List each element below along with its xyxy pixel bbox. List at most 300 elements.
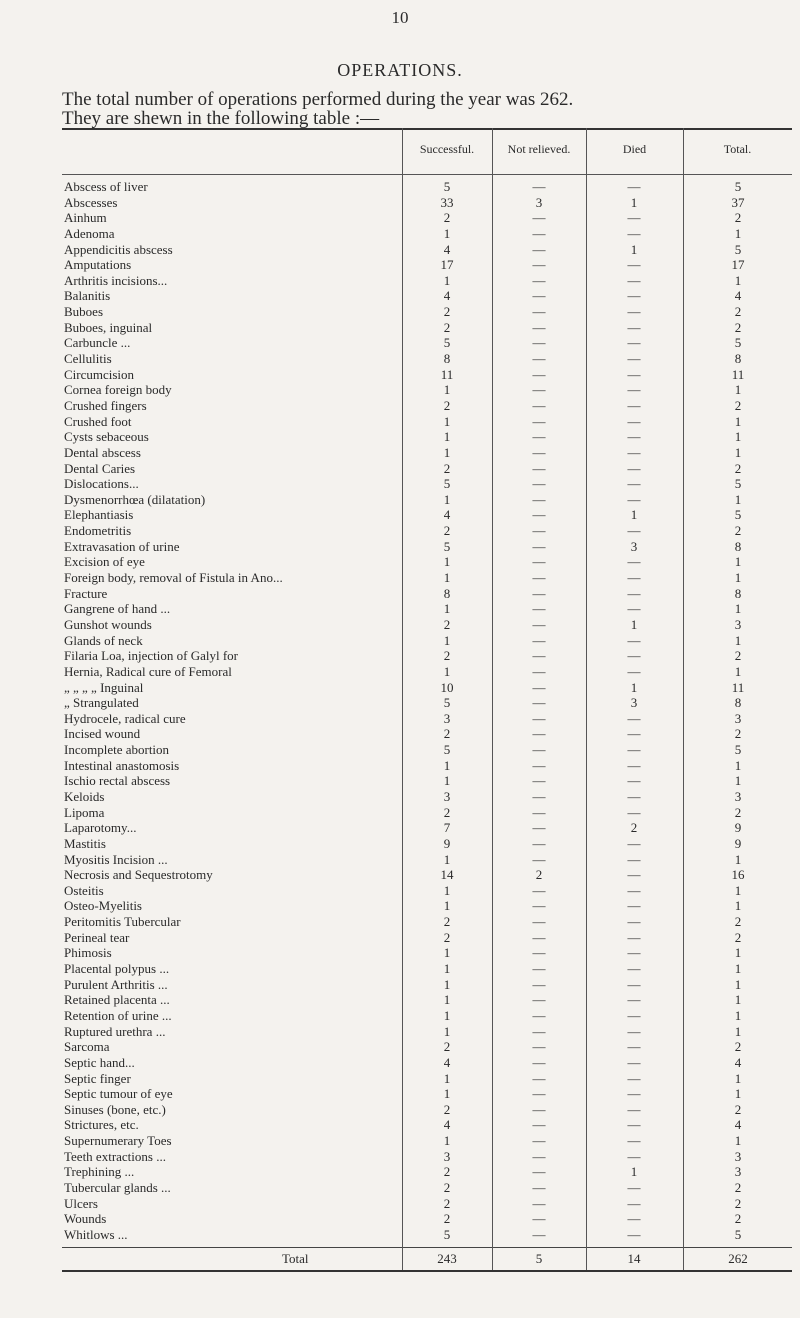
cell-not-relieved: — xyxy=(532,351,546,367)
cell-not-relieved: — xyxy=(532,1180,546,1195)
cell-total: 5 xyxy=(734,335,742,351)
cell-successful: 1 xyxy=(443,663,451,679)
cell-total: 4 xyxy=(734,1117,742,1133)
page-number: 10 xyxy=(391,8,409,27)
cell-total: 11 xyxy=(731,679,745,695)
cell-successful: 2 xyxy=(443,929,451,945)
cell-successful: 8 xyxy=(443,351,451,367)
cell-successful: 1 xyxy=(443,1133,451,1149)
cell-total: 5 xyxy=(734,179,742,194)
cell-died: — xyxy=(627,867,641,883)
cell-died: — xyxy=(627,570,641,586)
cell-not-relieved: — xyxy=(532,1211,546,1227)
cell-total: 1 xyxy=(734,1007,742,1023)
row-operation-name: Septic tumour of eye xyxy=(64,1086,173,1102)
cell-total: 3 xyxy=(734,616,742,632)
cell-successful: 4 xyxy=(443,241,451,257)
cell-died: — xyxy=(627,742,641,758)
cell-not-relieved: — xyxy=(532,757,546,773)
cell-total: 1 xyxy=(734,773,742,789)
cell-died: — xyxy=(627,1039,641,1055)
cell-died: — xyxy=(627,366,641,382)
cell-died: — xyxy=(627,898,641,914)
cell-successful: 1 xyxy=(443,851,451,867)
row-operation-name: Sinuses (bone, etc.) xyxy=(64,1101,166,1117)
cell-not-relieved: — xyxy=(532,570,546,586)
cell-died: — xyxy=(627,460,641,476)
row-operation-name: Intestinal anastomosis xyxy=(64,757,180,773)
row-operation-name: „ Strangulated xyxy=(64,695,139,711)
cell-not-relieved: — xyxy=(532,225,546,241)
cell-total: 11 xyxy=(731,366,745,382)
cell-total: 2 xyxy=(734,1211,742,1227)
cell-total: 1 xyxy=(734,1023,742,1039)
cell-total: 1 xyxy=(734,992,742,1008)
row-operation-name: Peritomitis Tubercular xyxy=(64,914,181,930)
cell-successful: 7 xyxy=(443,820,451,836)
cell-not-relieved: — xyxy=(532,507,546,523)
cell-not-relieved: — xyxy=(532,1101,546,1117)
cell-died: — xyxy=(627,1054,641,1070)
cell-not-relieved: — xyxy=(532,773,546,789)
cell-not-relieved: — xyxy=(532,1226,546,1242)
row-operation-name: Fracture xyxy=(64,585,108,601)
cell-not-relieved: — xyxy=(532,1086,546,1102)
cell-total: 1 xyxy=(734,570,742,586)
cell-total: 1 xyxy=(734,413,742,429)
cell-total: 1 xyxy=(734,601,742,617)
cell-not-relieved: — xyxy=(532,413,546,429)
cell-total: 3 xyxy=(734,1148,742,1164)
cell-successful: 2 xyxy=(443,1195,451,1211)
cell-died: — xyxy=(627,382,641,398)
cell-successful: 33 xyxy=(440,194,454,210)
row-operation-name: Retention of urine ... xyxy=(64,1007,172,1023)
row-operation-name: Gangrene of hand ... xyxy=(64,601,171,617)
cell-not-relieved: — xyxy=(532,382,546,398)
cell-total: 1 xyxy=(734,1133,742,1149)
row-operation-name: Trephining ... xyxy=(64,1164,135,1180)
row-operation-name: Excision of eye xyxy=(64,554,145,570)
cell-total: 1 xyxy=(734,225,742,241)
cell-not-relieved: — xyxy=(532,538,546,554)
row-operation-name: Endometritis xyxy=(64,523,132,539)
cell-successful: 1 xyxy=(443,382,451,398)
cell-died: — xyxy=(627,523,641,539)
row-operation-name: Dental Caries xyxy=(64,460,136,476)
cell-successful: 5 xyxy=(443,538,451,554)
cell-total: 1 xyxy=(734,382,742,398)
cell-not-relieved: — xyxy=(532,1023,546,1039)
cell-not-relieved: — xyxy=(532,444,546,460)
cell-successful: 1 xyxy=(443,882,451,898)
cell-successful: 1 xyxy=(443,1070,451,1086)
row-operation-name: Tubercular glands ... xyxy=(64,1180,171,1195)
cell-total: 37 xyxy=(731,194,745,210)
cell-not-relieved: — xyxy=(532,788,546,804)
row-operation-name: Abscess of liver xyxy=(64,179,148,194)
cell-total: 8 xyxy=(734,351,742,367)
cell-total: 3 xyxy=(734,788,742,804)
cell-not-relieved: — xyxy=(532,491,546,507)
row-operation-name: Ulcers xyxy=(64,1195,98,1211)
cell-successful: 4 xyxy=(443,288,451,304)
col-header-died: Died xyxy=(622,142,647,156)
cell-successful: 1 xyxy=(443,632,451,648)
cell-total: 1 xyxy=(734,1070,742,1086)
row-operation-name: Amputations xyxy=(64,257,132,273)
cell-successful: 1 xyxy=(443,976,451,992)
cell-not-relieved: — xyxy=(532,1039,546,1055)
cell-successful: 1 xyxy=(443,429,451,445)
cell-successful: 2 xyxy=(443,616,451,632)
cell-died: 3 xyxy=(630,538,638,554)
cell-successful: 1 xyxy=(443,601,451,617)
cell-successful: 11 xyxy=(440,366,454,382)
cell-successful: 1 xyxy=(443,413,451,429)
row-operation-name: Adenoma xyxy=(64,225,115,241)
cell-died: — xyxy=(627,882,641,898)
cell-died: 3 xyxy=(630,695,638,711)
cell-successful: 2 xyxy=(443,648,451,664)
cell-successful: 2 xyxy=(443,726,451,742)
cell-successful: 3 xyxy=(443,788,451,804)
row-operation-name: Crushed fingers xyxy=(64,397,147,413)
cell-successful: 3 xyxy=(443,1148,451,1164)
row-operation-name: Circumcision xyxy=(64,366,135,382)
cell-total: 2 xyxy=(734,648,742,664)
cell-died: — xyxy=(627,726,641,742)
row-operation-name: Cellulitis xyxy=(64,351,112,367)
row-operation-name: Laparotomy... xyxy=(64,820,137,836)
column-rule xyxy=(683,128,684,1270)
cell-not-relieved: — xyxy=(532,179,546,194)
cell-not-relieved: — xyxy=(532,679,546,695)
cell-died: — xyxy=(627,632,641,648)
cell-died: — xyxy=(627,476,641,492)
cell-successful: 3 xyxy=(443,710,451,726)
cell-successful: 2 xyxy=(443,1180,451,1195)
row-operation-name: Crushed foot xyxy=(64,413,132,429)
cell-successful: 5 xyxy=(443,335,451,351)
cell-total: 2 xyxy=(734,319,742,335)
cell-died: — xyxy=(627,335,641,351)
total-label: Total xyxy=(282,1250,309,1266)
cell-died: 1 xyxy=(630,241,638,257)
cell-died: — xyxy=(627,272,641,288)
row-operation-name: Teeth extractions ... xyxy=(64,1148,166,1164)
row-operation-name: Elephantiasis xyxy=(64,507,134,523)
cell-total: 2 xyxy=(734,1039,742,1055)
cell-died: — xyxy=(627,976,641,992)
cell-not-relieved: — xyxy=(532,1164,546,1180)
cell-died: — xyxy=(627,835,641,851)
cell-successful: 2 xyxy=(443,1039,451,1055)
row-operation-name: Cornea foreign body xyxy=(64,382,172,398)
cell-total: 1 xyxy=(734,945,742,961)
cell-total: 1 xyxy=(734,1086,742,1102)
row-operation-name: Necrosis and Sequestrotomy xyxy=(64,867,213,883)
row-operation-name: Dental abscess xyxy=(64,444,141,460)
cell-total: 8 xyxy=(734,695,742,711)
cell-total: 2 xyxy=(734,914,742,930)
cell-died: — xyxy=(627,757,641,773)
cell-total: 2 xyxy=(734,726,742,742)
cell-not-relieved: — xyxy=(532,601,546,617)
cell-total: 5 xyxy=(734,476,742,492)
cell-not-relieved: — xyxy=(532,742,546,758)
cell-total: 5 xyxy=(734,1226,742,1242)
cell-died: — xyxy=(627,179,641,194)
cell-not-relieved: — xyxy=(532,616,546,632)
cell-died: 1 xyxy=(630,1164,638,1180)
cell-total: 2 xyxy=(734,460,742,476)
cell-died: — xyxy=(627,225,641,241)
cell-not-relieved: — xyxy=(532,1133,546,1149)
cell-died: — xyxy=(627,304,641,320)
cell-total: 4 xyxy=(734,288,742,304)
cell-died: — xyxy=(627,601,641,617)
cell-total: 1 xyxy=(734,554,742,570)
total-not-relieved: 5 xyxy=(535,1250,543,1266)
cell-died: — xyxy=(627,648,641,664)
cell-total: 2 xyxy=(734,804,742,820)
row-operation-name: Arthritis incisions... xyxy=(64,272,168,288)
cell-total: 2 xyxy=(734,929,742,945)
cell-died: — xyxy=(627,914,641,930)
cell-successful: 2 xyxy=(443,1211,451,1227)
cell-not-relieved: — xyxy=(532,1117,546,1133)
cell-successful: 1 xyxy=(443,992,451,1008)
row-operation-name: Lipoma xyxy=(64,804,105,820)
cell-total: 3 xyxy=(734,1164,742,1180)
cell-successful: 2 xyxy=(443,304,451,320)
cell-total: 1 xyxy=(734,882,742,898)
cell-not-relieved: — xyxy=(532,1054,546,1070)
row-operation-name: Placental polypus ... xyxy=(64,961,170,977)
cell-successful: 17 xyxy=(440,257,454,273)
row-operation-name: Buboes xyxy=(64,304,103,320)
cell-died: — xyxy=(627,351,641,367)
row-operation-name: Appendicitis abscess xyxy=(64,241,173,257)
cell-died: 2 xyxy=(630,820,638,836)
row-operation-name: Dysmenorrhœa (dilatation) xyxy=(64,491,206,507)
cell-not-relieved: — xyxy=(532,288,546,304)
cell-successful: 1 xyxy=(443,1086,451,1102)
row-operation-name: Balanitis xyxy=(64,288,111,304)
cell-total: 1 xyxy=(734,663,742,679)
cell-successful: 2 xyxy=(443,914,451,930)
cell-successful: 14 xyxy=(440,867,454,883)
cell-successful: 1 xyxy=(443,554,451,570)
row-operation-name: Purulent Arthritis ... xyxy=(64,976,168,992)
cell-successful: 2 xyxy=(443,397,451,413)
row-operation-name: Osteo-Myelitis xyxy=(64,898,142,914)
cell-died: — xyxy=(627,554,641,570)
cell-total: 5 xyxy=(734,507,742,523)
cell-total: 1 xyxy=(734,898,742,914)
cell-successful: 4 xyxy=(443,507,451,523)
cell-not-relieved: 2 xyxy=(535,867,543,883)
row-operation-name: Dislocations... xyxy=(64,476,139,492)
cell-successful: 2 xyxy=(443,1101,451,1117)
intro-line-2: They are shewn in the following table :— xyxy=(62,108,380,129)
cell-total: 1 xyxy=(734,444,742,460)
row-operation-name: Osteitis xyxy=(64,882,104,898)
cell-successful: 4 xyxy=(443,1117,451,1133)
cell-total: 2 xyxy=(734,397,742,413)
cell-total: 3 xyxy=(734,710,742,726)
cell-successful: 1 xyxy=(443,773,451,789)
cell-not-relieved: — xyxy=(532,648,546,664)
cell-not-relieved: — xyxy=(532,397,546,413)
cell-successful: 1 xyxy=(443,757,451,773)
row-operation-name: Carbuncle ... xyxy=(64,335,131,351)
cell-not-relieved: — xyxy=(532,945,546,961)
operations-table xyxy=(62,128,792,1272)
row-operation-name: Ruptured urethra ... xyxy=(64,1023,166,1039)
cell-total: 2 xyxy=(734,304,742,320)
row-operation-name: Extravasation of urine xyxy=(64,538,180,554)
cell-not-relieved: — xyxy=(532,319,546,335)
cell-died: — xyxy=(627,1195,641,1211)
cell-total: 17 xyxy=(731,257,745,273)
row-operation-name: Abscesses xyxy=(64,194,118,210)
cell-died: — xyxy=(627,788,641,804)
cell-not-relieved: — xyxy=(532,835,546,851)
cell-died: — xyxy=(627,319,641,335)
cell-died: — xyxy=(627,210,641,226)
cell-died: — xyxy=(627,585,641,601)
cell-died: — xyxy=(627,1211,641,1227)
cell-successful: 1 xyxy=(443,1023,451,1039)
cell-not-relieved: — xyxy=(532,929,546,945)
cell-died: — xyxy=(627,773,641,789)
cell-not-relieved: — xyxy=(532,476,546,492)
cell-died: 1 xyxy=(630,616,638,632)
cell-successful: 1 xyxy=(443,570,451,586)
col-header-successful: Successful. xyxy=(419,142,475,156)
cell-total: 8 xyxy=(734,538,742,554)
cell-not-relieved: — xyxy=(532,460,546,476)
cell-died: — xyxy=(627,397,641,413)
cell-successful: 2 xyxy=(443,319,451,335)
cell-not-relieved: — xyxy=(532,695,546,711)
cell-not-relieved: — xyxy=(532,992,546,1008)
cell-not-relieved: — xyxy=(532,882,546,898)
total-successful: 243 xyxy=(437,1250,457,1266)
col-header-total: Total. xyxy=(723,142,752,156)
row-operation-name: Supernumerary Toes xyxy=(64,1133,172,1149)
row-operation-name: Hydrocele, radical cure xyxy=(64,710,186,726)
cell-total: 2 xyxy=(734,1101,742,1117)
cell-successful: 5 xyxy=(443,1226,451,1242)
cell-not-relieved: — xyxy=(532,820,546,836)
cell-not-relieved: — xyxy=(532,1195,546,1211)
cell-successful: 1 xyxy=(443,225,451,241)
cell-successful: 9 xyxy=(443,835,451,851)
cell-not-relieved: — xyxy=(532,898,546,914)
cell-not-relieved: — xyxy=(532,272,546,288)
cell-died: — xyxy=(627,1070,641,1086)
intro-text xyxy=(62,90,573,128)
cell-successful: 1 xyxy=(443,1007,451,1023)
cell-not-relieved: — xyxy=(532,554,546,570)
row-operation-name: Perineal tear xyxy=(64,929,130,945)
cell-not-relieved: — xyxy=(532,632,546,648)
column-rule xyxy=(492,128,493,1270)
cell-successful: 1 xyxy=(443,961,451,977)
cell-not-relieved: — xyxy=(532,914,546,930)
cell-not-relieved: — xyxy=(532,335,546,351)
cell-died: — xyxy=(627,413,641,429)
row-operation-name: Glands of neck xyxy=(64,632,143,648)
cell-successful: 4 xyxy=(443,1054,451,1070)
cell-total: 2 xyxy=(734,210,742,226)
column-rule xyxy=(402,128,403,1270)
cell-successful: 10 xyxy=(440,679,454,695)
total-total: 262 xyxy=(728,1250,748,1266)
column-rule xyxy=(586,128,587,1270)
cell-died: — xyxy=(627,1148,641,1164)
cell-total: 1 xyxy=(734,429,742,445)
cell-died: — xyxy=(627,929,641,945)
cell-died: — xyxy=(627,1101,641,1117)
row-operation-name: Incomplete abortion xyxy=(64,742,170,758)
cell-died: 1 xyxy=(630,679,638,695)
cell-total: 2 xyxy=(734,1195,742,1211)
cell-total: 5 xyxy=(734,742,742,758)
cell-successful: 1 xyxy=(443,444,451,460)
cell-died: — xyxy=(627,1086,641,1102)
cell-not-relieved: 3 xyxy=(535,194,543,210)
cell-successful: 5 xyxy=(443,695,451,711)
page-title: OPERATIONS. xyxy=(337,60,463,80)
cell-not-relieved: — xyxy=(532,304,546,320)
cell-died: — xyxy=(627,429,641,445)
row-operation-name: Hernia, Radical cure of Femoral xyxy=(64,663,232,679)
cell-died: 1 xyxy=(630,194,638,210)
total-died: 14 xyxy=(627,1250,641,1266)
cell-successful: 2 xyxy=(443,460,451,476)
row-operation-name: Myositis Incision ... xyxy=(64,851,168,867)
cell-total: 2 xyxy=(734,523,742,539)
cell-not-relieved: — xyxy=(532,726,546,742)
cell-not-relieved: — xyxy=(532,429,546,445)
row-operation-name: Ischio rectal abscess xyxy=(64,773,171,789)
cell-total: 1 xyxy=(734,491,742,507)
cell-not-relieved: — xyxy=(532,1007,546,1023)
cell-died: — xyxy=(627,961,641,977)
cell-total: 1 xyxy=(734,757,742,773)
cell-not-relieved: — xyxy=(532,1070,546,1086)
cell-total: 8 xyxy=(734,585,742,601)
cell-total: 1 xyxy=(734,272,742,288)
row-operation-name: „ „ „ „ Inguinal xyxy=(64,679,144,695)
cell-successful: 5 xyxy=(443,476,451,492)
cell-died: — xyxy=(627,257,641,273)
cell-total: 16 xyxy=(731,867,745,883)
row-operation-name: Gunshot wounds xyxy=(64,616,152,632)
cell-not-relieved: — xyxy=(532,366,546,382)
row-operation-name: Sarcoma xyxy=(64,1039,110,1055)
cell-successful: 2 xyxy=(443,1164,451,1180)
cell-total: 1 xyxy=(734,976,742,992)
cell-died: — xyxy=(627,804,641,820)
cell-died: — xyxy=(627,444,641,460)
cell-died: — xyxy=(627,663,641,679)
cell-total: 1 xyxy=(734,961,742,977)
